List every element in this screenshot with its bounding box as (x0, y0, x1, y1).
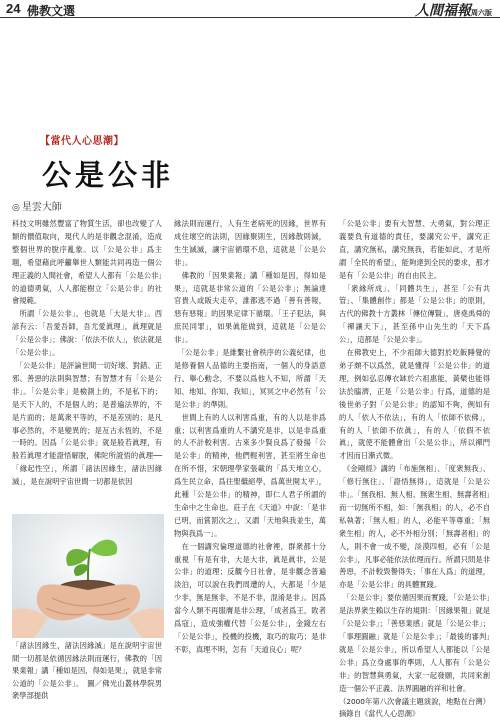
seedling-photo (12, 514, 164, 638)
author-name: 星雲大師 (21, 202, 62, 213)
byline (12, 198, 62, 213)
masthead-edition: 周六版 (471, 8, 492, 17)
byline-bullet-icon: ◎ (12, 203, 20, 213)
article-column-3 (339, 218, 490, 719)
section-title: 佛教文選 (27, 4, 76, 18)
page-number: 24 (6, 1, 21, 16)
series-label: 【當代人心思潮】 (40, 136, 124, 147)
article-column-2: 緣法則而運行，人有生老病死的因緣，世界有成住壞空的法則，因緣聚則生，因緣散則滅，生生滅滅，讓宇宙循環不息，這就是「公是公非」。 佛教的「因果業報」講「種如是因，得如是果」，這就是非常公道的「公是公非」；無論達官貴人或販夫走卒，誰都逃不過「善有善報，惡有惡報」的因果定律下循環。「王子犯法，與庶民同罪」，如果眞能做到，這就是「公是公非」。 「公是公非」是維繫社會秩序的公義紀律，也是修養個人品德的主要指南，一個人的身語意行、舉心動念，不要以爲他人不知，所謂「天知、地知、你知、我知」，冥冥之中必然有「公是公非」的準則。 世間上有的人以利害爲重，有的人以是非爲重；以利害爲重的人不講究是非，以是非爲重的人不計較利害。古來多少賢良爲了發揚「公是公非」的精神，他們輕利害，甚至將生命也在所不惜，宋朝理學家張載的「爲天地立心，爲生民立命，爲往聖繼絕學，爲萬世開太平」，此種「公是公非」的精神，即仁人君子所謂的生命中之生命也。莊子在《天道》中說：「是非已明，而賞罰次之」，又謂「天地與我並生，萬物與我爲一」。 在一個講究倫理道德的社會裡，群衆都十分重視「有是有非，大是大非，眞是眞非，公是公非」的道理；反觀今日社會，是非觀念普遍淡泊，可以說在我們周遭的人，大都是「少是少非，無是無非，不是不非，混淆是非」。因爲當今人類不再服膺是非公理，「成者爲王，敗者爲寇」，造成強權代替「公是公非」，金錢左右「公是公非」，投機的投機，取巧的取巧；是非不彰，真理不明，怎有「天道良心」呢？ (174, 219, 326, 654)
masthead-title: 人間福報 (415, 3, 471, 19)
article-column-1: 科技文明雖然豐富了物質生活，卻也改變了人類的價值取向，現代人的是非觀念混淆，造成整個世界的脫序亂象。以「公是公非」爲主題，希望藉此呼籲舉世人類能共同再造一個公理正義的人間社會，希望人人都有「公是公非」的道德勇氣，人人都能樹立「公是公非」的社會規範。 所謂「公是公非」，也就是「大是大非」。西諺有云：「吾愛吾師，吾尤愛眞理」，眞理就是「公是公非」；佛說：「依法不依人」，依法就是「公是公非」。 「公是公非」是評論世間一切好壞、對錯、正邪、善惡的法則與智慧；有智慧才有「公是公非」。「公是公非」是檢測上的，不是私下的；是天下人的，不是個人的；是普遍法界的，不是片面的；是萬衆平等的，不是差別的；是凡事必然的，不是變異的；是亙古永恆的，不是一時的。因爲「公是公非」就是般若眞理，有般若眞理才能證悟解脫，佛陀所證悟的眞理──「緣起性空」，所謂「諸法因緣生，諸法因緣滅」，是在說明宇宙世間一切都是依因 (12, 219, 162, 487)
article-title: 公是公非 (42, 158, 175, 192)
hands-holding-seedling-image (12, 514, 164, 638)
page-header (0, 0, 500, 18)
newspaper-masthead (415, 0, 492, 20)
article-column-3-text: 「公是公非」要有大智慧、大勇氣，對公理正義要負有道德的責任，要講究公平，講究正直，講究無私，講究無我，若能如此，才是所謂「全民的希望」，能夠達到全民的要求，那才是有「公是公非」的自由民主。 「衆緣所成」、「同體共生」，甚至「公有共管」、「集體創作」都是「公是公非」的原則，古代的佛教十方叢林「傳位傳賢」，唐堯禹舜的「禪讓天下」，甚至孫中山先生的「天下爲公」，這都是「公是公非」。 在佛教史上，不少祖師大德對於吃飯睡覺的弟子頗不以爲然，就是懂得「公是公非」的道理，例如弘忍傳衣缽於六祖惠能，黃檗也能得法於臨濟，正是「公是公非」行爲，道德的是後世弟子對「公是公非」的認知不夠，例如有的人「依人不依法」，有的人「依師不依佛」，有的人「依師不依眞」，有的人「依假不依眞」，就使不能體會出「公是公非」，所以禪門才因而日漸式微。 《金剛經》講的「布施無相」、「度衆無我」、「修行無住」、「證悟無得」，這就是「公是公非」。「無我相、無人相、無衆生相、無壽者相」而一切無所不相，如：「無我相」的人，必不自私執著；「無人相」的人，必能平等尊重；「無衆生相」的人，必不外相分別；「無壽者相」的人，則不會一成不變，淡漠四相，必有「公是公非」，凡事必能依法依理而行。所謂只問是非善惡，不計較毀譽得失；「事在人爲」的道理，亦是「公是公非」的具體實踐。 「公是公非」要依循因果而實踐，「公是公非」是法界衆生賴以生存的規則：「因緣果報」就是「公是公非」；「善惡業感」就是「公是公非」；「事理圓融」就是「公是公非」；「最後的審判」就是「公是公非」，所以希望人人都能以「公是公非」爲立身處事的準則，人人都有「公是公非」的智慧與勇氣，大家一起發願，共同來創造一個公平正義、法界圓融的祥和社會。 (339, 219, 490, 693)
photo-caption: 「諸法因緣生，諸法因緣滅」是在說明宇宙世間一切都是依循因緣法則而運行，佛教的「因果業報」講「種如是因，得如是果」，就是非常公道的「公是公非」。 圖／佛光山叢林學院男衆學部提供 (12, 641, 162, 701)
article-footnote: （2000年第八次會議主題演說，地點在台灣）摘錄自《當代人心思潮》 (339, 696, 490, 719)
